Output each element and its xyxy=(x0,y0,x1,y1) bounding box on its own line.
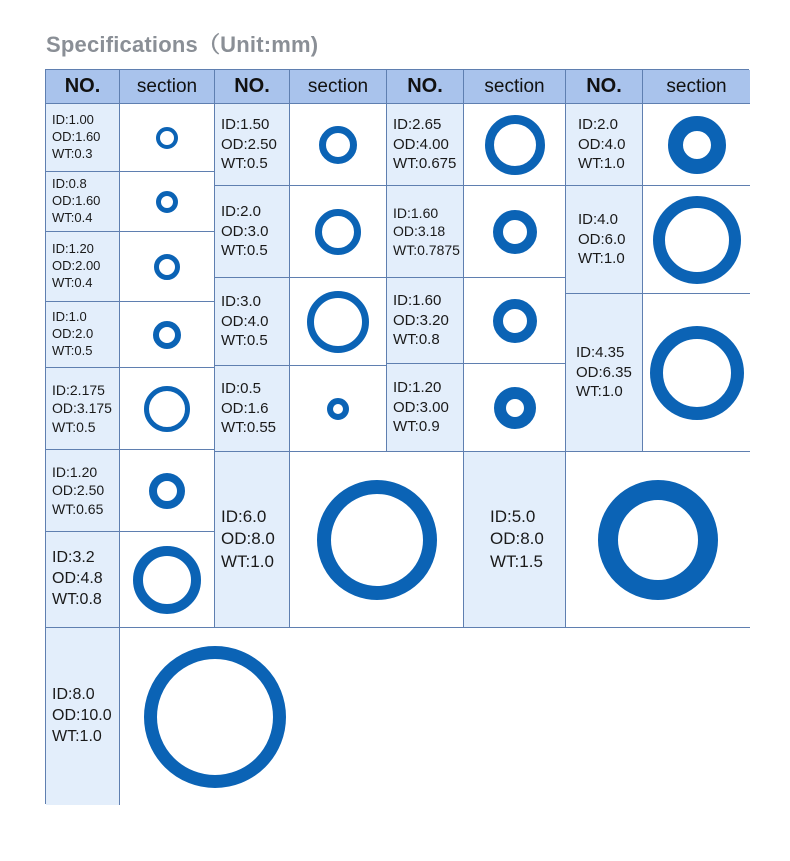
spec-cell: ID:1.0 OD:2.0 WT:0.5 xyxy=(46,302,120,368)
spec-cell: ID:0.8 OD:1.60 WT:0.4 xyxy=(46,172,120,232)
section-cell xyxy=(290,104,387,186)
o-ring-icon xyxy=(668,116,726,174)
spec-cell: ID:3.0 OD:4.0 WT:0.5 xyxy=(215,278,290,366)
section-cell xyxy=(643,186,750,294)
header-section-1: section xyxy=(120,70,215,104)
page-title: Specifications（Unit:mm) xyxy=(46,32,319,57)
spec-cell: ID:1.20 OD:2.00 WT:0.4 xyxy=(46,232,120,302)
section-cell xyxy=(566,452,750,628)
section-cell xyxy=(464,186,566,278)
section-cell xyxy=(290,278,387,366)
spec-cell: ID:4.35 OD:6.35 WT:1.0 xyxy=(566,294,643,452)
section-cell xyxy=(643,104,750,186)
spec-cell: ID:0.5 OD:1.6 WT:0.55 xyxy=(215,366,290,452)
o-ring-icon xyxy=(307,291,369,353)
o-ring-icon xyxy=(156,127,178,149)
spec-cell: ID:1.60 OD:3.20 WT:0.8 xyxy=(387,278,464,364)
section-cell xyxy=(290,452,464,628)
o-ring-icon xyxy=(144,386,190,432)
o-ring-icon xyxy=(494,387,536,429)
o-ring-icon xyxy=(133,546,201,614)
spec-cell: ID:3.2 OD:4.8 WT:0.8 xyxy=(46,532,120,628)
section-cell xyxy=(120,172,215,232)
o-ring-icon xyxy=(327,398,349,420)
header-no-1: NO. xyxy=(46,70,120,104)
o-ring-icon xyxy=(149,473,185,509)
header-section-3: section xyxy=(464,70,566,104)
section-cell xyxy=(120,628,750,805)
section-cell xyxy=(464,104,566,186)
o-ring-icon xyxy=(493,299,537,343)
spec-cell: ID:2.65 OD:4.00 WT:0.675 xyxy=(387,104,464,186)
o-ring-icon xyxy=(154,254,180,280)
section-cell xyxy=(464,364,566,452)
spec-cell: ID:1.60 OD:3.18 WT:0.7875 xyxy=(387,186,464,278)
spec-cell: ID:8.0 OD:10.0 WT:1.0 xyxy=(46,628,120,805)
header-no-2: NO. xyxy=(215,70,290,104)
spec-cell: ID:1.50 OD:2.50 WT:0.5 xyxy=(215,104,290,186)
o-ring-icon xyxy=(485,115,545,175)
o-ring-icon xyxy=(153,321,181,349)
header-no-3: NO. xyxy=(387,70,464,104)
section-cell xyxy=(290,186,387,278)
section-cell xyxy=(120,368,215,450)
section-cell xyxy=(120,450,215,532)
specifications-table xyxy=(45,69,749,804)
o-ring-icon xyxy=(315,209,361,255)
spec-cell: ID:1.20 OD:2.50 WT:0.65 xyxy=(46,450,120,532)
section-cell xyxy=(120,232,215,302)
spec-cell: ID:1.00 OD:1.60 WT:0.3 xyxy=(46,104,120,172)
o-ring-icon xyxy=(653,196,741,284)
header-section-2: section xyxy=(290,70,387,104)
section-cell xyxy=(643,294,750,452)
spec-cell: ID:5.0 OD:8.0 WT:1.5 xyxy=(464,452,566,628)
spec-cell: ID:2.0 OD:4.0 WT:1.0 xyxy=(566,104,643,186)
section-cell xyxy=(120,532,215,628)
section-cell xyxy=(290,366,387,452)
header-section-4: section xyxy=(643,70,750,104)
o-ring-icon xyxy=(144,646,286,788)
section-cell xyxy=(120,302,215,368)
o-ring-icon xyxy=(650,326,744,420)
section-cell xyxy=(464,278,566,364)
spec-cell: ID:4.0 OD:6.0 WT:1.0 xyxy=(566,186,643,294)
o-ring-icon xyxy=(156,191,178,213)
o-ring-icon xyxy=(493,210,537,254)
header-no-4: NO. xyxy=(566,70,643,104)
spec-cell: ID:2.175 OD:3.175 WT:0.5 xyxy=(46,368,120,450)
spec-cell: ID:2.0 OD:3.0 WT:0.5 xyxy=(215,186,290,278)
spec-cell: ID:1.20 OD:3.00 WT:0.9 xyxy=(387,364,464,452)
o-ring-icon xyxy=(319,126,357,164)
o-ring-icon xyxy=(317,480,437,600)
spec-cell: ID:6.0 OD:8.0 WT:1.0 xyxy=(215,452,290,628)
section-cell xyxy=(120,104,215,172)
o-ring-icon xyxy=(598,480,718,600)
